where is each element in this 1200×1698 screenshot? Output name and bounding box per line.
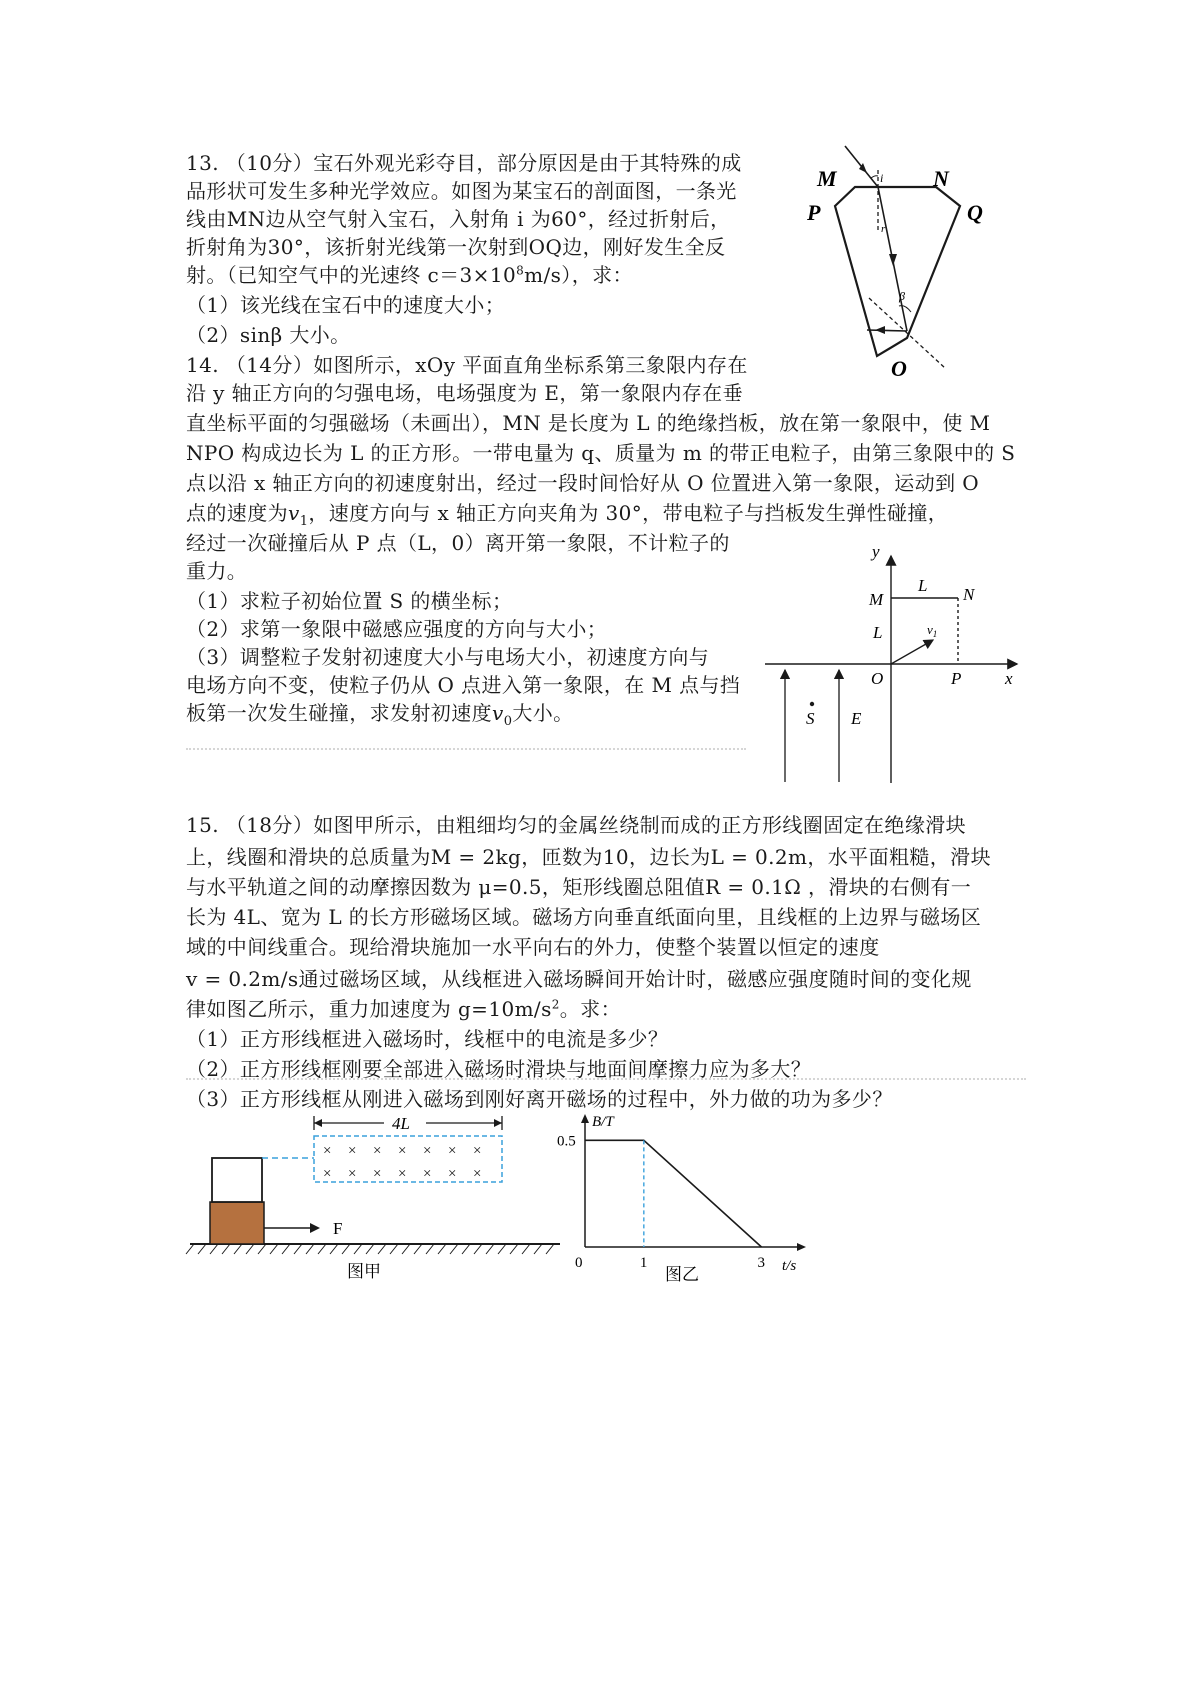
q15-line-6: v = 0.2m/s通过磁场区域，从线框进入磁场瞬间开始计时，磁感应强度随时间的变化规 bbox=[186, 967, 972, 991]
figure-jia bbox=[180, 1114, 580, 1284]
label-F: F bbox=[333, 1219, 343, 1238]
label-S: S bbox=[806, 709, 815, 728]
q14-v0-symbol: v bbox=[492, 701, 504, 725]
dimension-arrow-right bbox=[494, 1119, 502, 1127]
q14-v1-subscript: 1 bbox=[299, 514, 309, 529]
q13-line-2: 品形状可发生多种光学效应。如图为某宝石的剖面图，一条光 bbox=[186, 179, 737, 203]
label-N-14: N bbox=[963, 585, 975, 604]
y-axis-arrow bbox=[581, 1114, 589, 1123]
q15-line-7-rest: 。求： bbox=[559, 997, 621, 1021]
x-tick-label: 3 bbox=[757, 1255, 765, 1271]
axis-label-x: x bbox=[1005, 669, 1013, 688]
q14-line-1: 14. （14分）如图所示，xOy 平面直角坐标系第三象限内存在 bbox=[186, 353, 748, 377]
q15-question-2: （2）正方形线框刚要全部进入磁场时滑块与地面间摩擦力应为多大？ bbox=[186, 1057, 812, 1081]
svg-text:×: × bbox=[473, 1143, 482, 1159]
svg-text:×: × bbox=[323, 1143, 332, 1159]
xlabel-yi: t/s bbox=[782, 1258, 797, 1274]
q14-line-5: 点以沿 x 轴正方向的初速度射出，经过一段时间恰好从 O 位置进入第一象限，运动到 O bbox=[186, 471, 980, 495]
svg-text:×: × bbox=[323, 1166, 332, 1182]
bt-series-line bbox=[585, 1140, 761, 1247]
field-marks bbox=[323, 1143, 481, 1182]
q14-v0-subscript: 0 bbox=[503, 714, 513, 729]
q15-line-4: 长为 4L、宽为 L 的长方形磁场区域。磁场方向垂直纸面向里，且线框的上边界与磁场区 bbox=[186, 905, 982, 929]
q14-line-6-text: 点的速度为 bbox=[186, 501, 288, 525]
label-beta: β bbox=[899, 289, 905, 303]
label-r: r bbox=[881, 223, 886, 235]
q14-line-4: NPO 构成边长为 L 的正方形。一带电量为 q、质量为 m 的带正电粒子，由第三象限中的 S bbox=[186, 441, 1016, 465]
q15-line-7 bbox=[186, 996, 621, 1023]
figure-yi bbox=[550, 1110, 830, 1290]
svg-text:×: × bbox=[398, 1143, 407, 1159]
q14-v1-symbol: v bbox=[288, 501, 300, 525]
x-tick-label: 0 bbox=[575, 1255, 583, 1271]
q13-exponent: 8 bbox=[516, 263, 525, 278]
q13-question-1: （1）该光线在宝石中的速度大小； bbox=[186, 293, 506, 317]
label-v1 bbox=[927, 622, 937, 639]
label-v1-symbol: v bbox=[927, 622, 933, 637]
svg-text:×: × bbox=[423, 1166, 432, 1182]
svg-text:×: × bbox=[373, 1143, 382, 1159]
q14-line-2: 沿 y 轴正方向的匀强电场，电场强度为 E，第一象限内存在垂 bbox=[186, 381, 743, 405]
q14-q3-text: 板第一次发生碰撞，求发射初速度 bbox=[186, 701, 492, 725]
q13-line-4: 折射角为30°，该折射光线第一次射到OQ边，刚好发生全反 bbox=[186, 235, 726, 259]
svg-text:×: × bbox=[348, 1143, 357, 1159]
q13-line-1: 13. （10分）宝石外观光彩夺目，部分原因是由于其特殊的成 bbox=[186, 151, 742, 175]
q15-line-7-text: 律如图乙所示，重力加速度为 g=10m/s bbox=[186, 997, 552, 1021]
label-v1-subscript: 1 bbox=[932, 629, 938, 639]
i-arc bbox=[871, 176, 878, 178]
q15-exponent: 2 bbox=[551, 997, 560, 1012]
label-E: E bbox=[851, 709, 862, 728]
q14-line-6-rest: ，速度方向与 x 轴正方向夹角为 30°，带电粒子与挡板发生弹性碰撞， bbox=[308, 501, 949, 525]
bt-plot bbox=[557, 1133, 765, 1271]
label-M: M bbox=[817, 166, 837, 191]
insulating-slider bbox=[210, 1202, 264, 1244]
svg-text:×: × bbox=[448, 1143, 457, 1159]
x-tick-label: 1 bbox=[639, 1255, 648, 1271]
q15-line-1: 15. （18分）如图甲所示，由粗细均匀的金属丝绕制而成的正方形线圈固定在绝缘滑块 bbox=[186, 813, 967, 837]
svg-text:×: × bbox=[373, 1166, 382, 1182]
label-O: O bbox=[891, 356, 907, 381]
reflected-arrow bbox=[875, 326, 885, 334]
x-axis-arrow bbox=[797, 1243, 806, 1251]
reflected-ray bbox=[867, 330, 907, 331]
y-tick-label: 0.5 bbox=[557, 1133, 576, 1150]
label-Q: Q bbox=[967, 200, 983, 225]
q13-line-5 bbox=[186, 262, 633, 289]
q14-line-8: 重力。 bbox=[186, 559, 248, 583]
q14-question-3-cont: 电场方向不变，使粒子仍从 O 点进入第一象限，在 M 点与挡 bbox=[186, 673, 741, 697]
q14-question-2: （2）求第一象限中磁感应强度的方向与大小； bbox=[186, 617, 608, 641]
surface-normal bbox=[869, 298, 945, 368]
svg-text:×: × bbox=[398, 1166, 407, 1182]
q14-line-3: 直坐标平面的匀强磁场（未画出），MN 是长度为 L 的绝缘挡板，放在第一象限中，使 M bbox=[186, 411, 991, 435]
ground-hatching bbox=[186, 1244, 554, 1254]
square-coil bbox=[212, 1158, 262, 1202]
dimension-arrow-left bbox=[314, 1119, 322, 1127]
q15-question-3: （3）正方形线框从刚进入磁场到刚好离开磁场的过程中，外力做的功为多少？ bbox=[186, 1087, 893, 1111]
label-L-top: L bbox=[918, 576, 928, 595]
velocity-vector bbox=[891, 640, 933, 664]
gem-diagram bbox=[795, 140, 995, 395]
label-M-14: M bbox=[869, 590, 884, 609]
label-i: i bbox=[880, 171, 884, 185]
q15-line-5: 域的中间线重合。现给滑块施加一水平向右的外力，使整个装置以恒定的速度 bbox=[186, 935, 880, 959]
ylabel-yi: B/T bbox=[592, 1114, 614, 1130]
axis-label-y: y bbox=[872, 542, 880, 561]
q14-question-1: （1）求粒子初始位置 S 的横坐标； bbox=[186, 589, 513, 613]
refracted-arrow bbox=[889, 254, 897, 266]
svg-text:×: × bbox=[473, 1166, 482, 1182]
q15-dotted-divider bbox=[186, 1078, 1026, 1080]
label-P-14: P bbox=[951, 669, 962, 688]
svg-text:×: × bbox=[348, 1166, 357, 1182]
beta-arc bbox=[899, 306, 911, 312]
q15-line-2: 上，线圈和滑块的总质量为M = 2kg，匝数为10，边长为L = 0.2m，水平面粗糙，滑块 bbox=[186, 845, 991, 869]
q14-dotted-divider bbox=[186, 748, 746, 750]
coordinate-diagram bbox=[755, 538, 1025, 788]
q13-line-3: 线由MN边从空气射入宝石，入射角 i 为60°，经过折射后， bbox=[186, 207, 731, 231]
q14-question-3: （3）调整粒子发射初速度大小与电场大小，初速度方向与 bbox=[186, 645, 710, 669]
force-arrowhead bbox=[310, 1223, 320, 1233]
q14-line-7: 经过一次碰撞后从 P 点（L，0）离开第一象限，不计粒子的 bbox=[186, 531, 730, 555]
q13-line-5-unit: m/s），求： bbox=[524, 263, 633, 287]
q14-question-3-end bbox=[186, 700, 574, 735]
label-L-side: L bbox=[873, 623, 883, 642]
q14-q3-rest: 大小。 bbox=[512, 701, 574, 725]
point-S bbox=[810, 702, 814, 706]
svg-text:×: × bbox=[448, 1166, 457, 1182]
label-O-14: O bbox=[871, 669, 884, 688]
q13-line-5-text: 射。（已知空气中的光速终 c＝3×10 bbox=[186, 263, 517, 287]
label-P: P bbox=[807, 200, 821, 225]
svg-text:×: × bbox=[423, 1143, 432, 1159]
caption-jia: 图甲 bbox=[347, 1262, 381, 1281]
caption-yi: 图乙 bbox=[665, 1265, 699, 1284]
q15-question-1: （1）正方形线框进入磁场时，线框中的电流是多少？ bbox=[186, 1027, 669, 1051]
label-4L: 4L bbox=[392, 1114, 410, 1133]
label-N: N bbox=[933, 166, 949, 191]
q13-question-2: （2）sinβ 大小。 bbox=[186, 323, 351, 347]
q15-line-3: 与水平轨道之间的动摩擦因数为 μ=0.5，矩形线圈总阻值R = 0.1Ω ，滑块的右侧有一 bbox=[186, 875, 972, 899]
